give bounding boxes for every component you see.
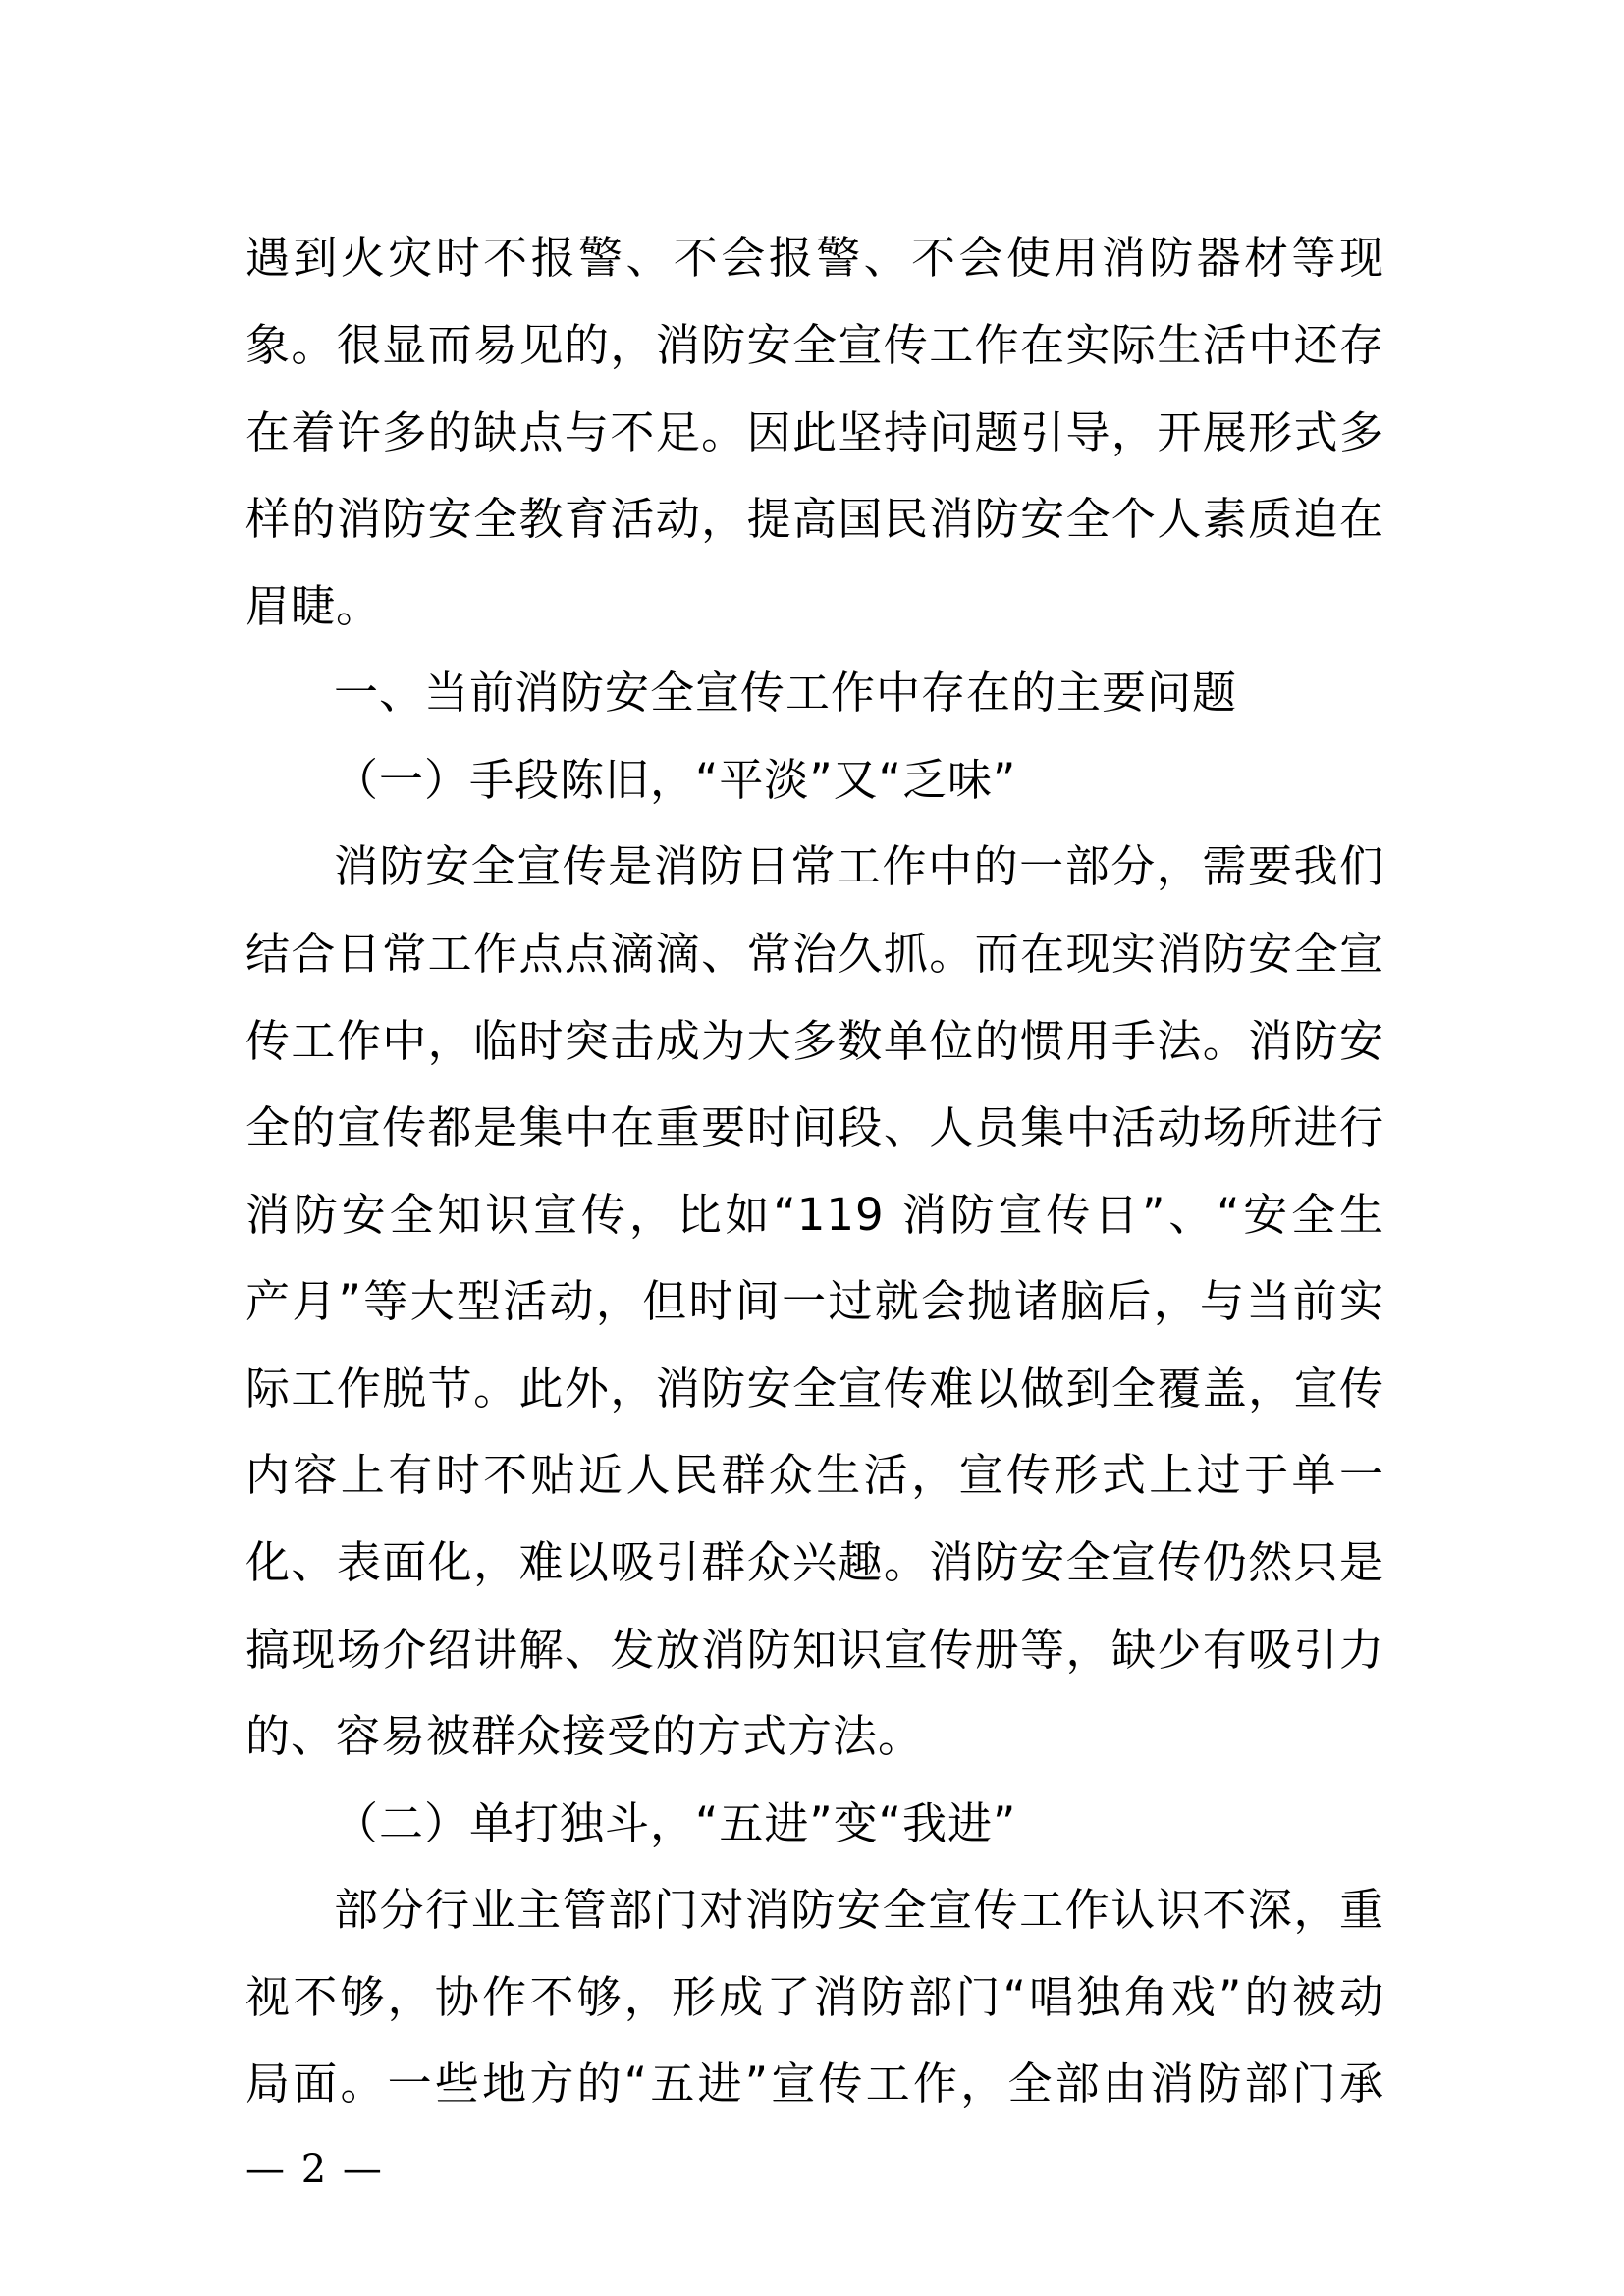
body-text-line: 局面。一些地方的“五进”宣传工作，全部由消防部门承: [245, 2057, 1384, 2109]
body-text-line: 全的宣传都是集中在重要时间段、人员集中活动场所进行: [245, 1101, 1384, 1153]
subsection-heading: （一）手段陈旧，“平淡”又“乏味”: [334, 754, 1017, 806]
body-text-line: 消防安全知识宣传，比如“119 消防宣传日”、“安全生: [245, 1189, 1384, 1241]
body-text-line: 样的消防安全教育活动，提高国民消防安全个人素质迫在: [245, 493, 1384, 545]
body-text-line: 视不够，协作不够，形成了消防部门“唱独角戏”的被动: [245, 1971, 1384, 2023]
subsection-heading: （二）单打独斗，“五进”变“我进”: [334, 1797, 1017, 1849]
body-text-line: 部分行业主管部门对消防安全宣传工作认识不深，重: [334, 1884, 1384, 1936]
body-text-line: 内容上有时不贴近人民群众生活，宣传形式上过于单一: [245, 1449, 1384, 1501]
body-text-line: 眉睫。: [245, 580, 382, 632]
body-text-line: 的、容易被群众接受的方式方法。: [245, 1710, 924, 1762]
body-text-line: 传工作中，临时突击成为大多数单位的惯用手法。消防安: [245, 1015, 1384, 1067]
page-number: — 2 —: [245, 2147, 384, 2192]
body-text-line: 消防安全宣传是消防日常工作中的一部分，需要我们: [334, 840, 1384, 892]
body-text-line: 在着许多的缺点与不足。因此坚持问题引导，开展形式多: [245, 406, 1384, 458]
body-text-line: 搞现场介绍讲解、发放消防知识宣传册等，缺少有吸引力: [245, 1624, 1384, 1676]
body-text-line: 际工作脱节。此外，消防安全宣传难以做到全覆盖，宣传: [245, 1362, 1384, 1415]
body-text-line: 象。很显而易见的，消防安全宣传工作在实际生活中还存: [245, 319, 1384, 371]
body-text-line: 结合日常工作点点滴滴、常治久抓。而在现实消防安全宣: [245, 928, 1384, 980]
body-text-line: 产月”等大型活动，但时间一过就会抛诸脑后，与当前实: [245, 1275, 1384, 1327]
body-text-line: 遇到火灾时不报警、不会报警、不会使用消防器材等现: [245, 232, 1384, 284]
section-heading: 一、当前消防安全宣传工作中存在的主要问题: [334, 667, 1238, 719]
body-text-line: 化、表面化，难以吸引群众兴趣。消防安全宣传仍然只是: [245, 1536, 1384, 1588]
